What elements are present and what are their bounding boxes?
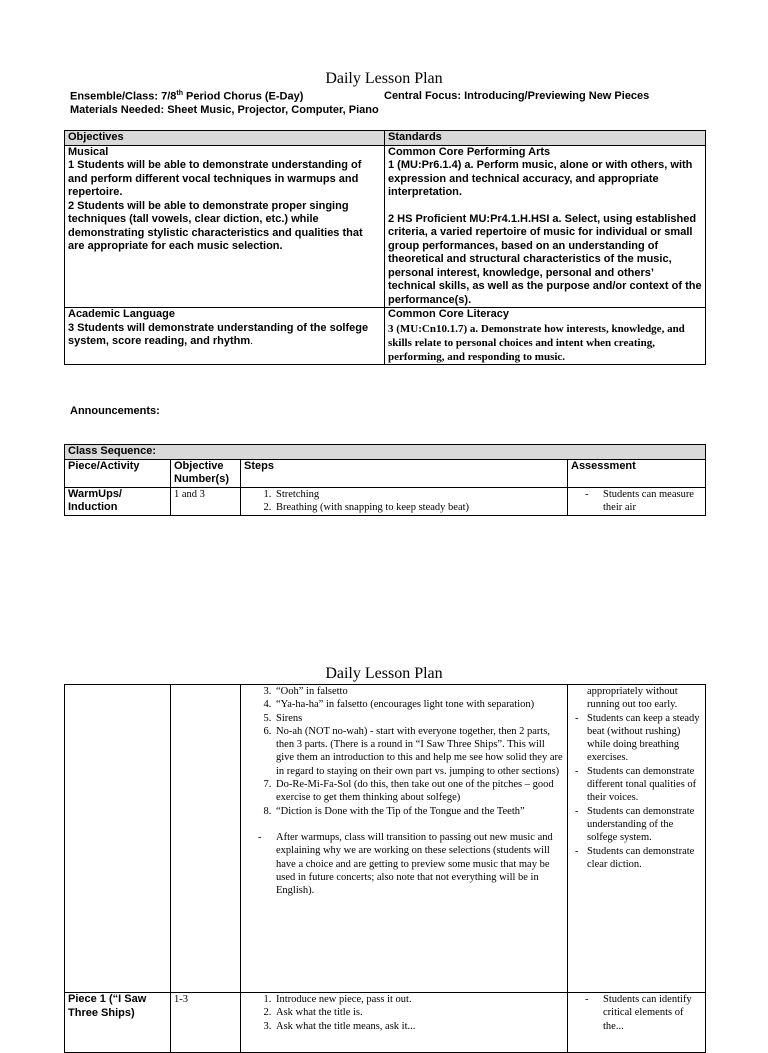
cc-performing-label: Common Core Performing Arts	[388, 145, 551, 158]
page-title: Daily Lesson Plan	[325, 70, 443, 87]
central-focus: Central Focus: Introducing/Previewing New Pieces	[384, 90, 650, 102]
performing-standards-cell	[385, 145, 706, 308]
list-item: 4. “Ya-ha-ha” in falsetto (encourages light tone with separation)	[274, 698, 564, 711]
list-item: - Students can demonstrate understanding of the solfege system.	[571, 805, 702, 845]
academic-label: Academic Language	[68, 308, 175, 320]
piece1-steps	[241, 993, 568, 1053]
col-assessment: Assessment	[568, 459, 706, 487]
piece1-name: Piece 1 (“I Saw Three Ships)	[65, 993, 171, 1053]
class-sequence-table-continued	[64, 684, 706, 1053]
continued-objective	[171, 685, 241, 993]
col-objective-numbers: Objective Number(s)	[171, 459, 241, 487]
class-sequence-header: Class Sequence:	[65, 445, 706, 460]
class-sequence-table	[64, 444, 706, 516]
cc-literacy-label: Common Core Literacy	[388, 308, 510, 320]
page-title-2: Daily Lesson Plan	[325, 665, 443, 682]
list-item: - Students can demonstrate different tonal qualities of their voices.	[571, 765, 702, 805]
standard-2: 2 HS Proficient MU:Pr4.1.H.HSI a. Select, using established criteria, a varied repertoire of music for individual or small group performances, based on an understanding of theoretical and structural characteristics of the music, personal interest, knowledge, personal and others’ technical skills, as well as the purpose and/or context of the performance(s).	[388, 212, 702, 306]
objective-3: 3 Students will demonstrate understanding of the solfege system, score reading, and rhythm.	[68, 321, 369, 347]
list-item: - Students can measure their air	[571, 488, 702, 515]
ensemble-class: Ensemble/Class: 7/8th Period Chorus (E-Day)	[70, 90, 304, 103]
standard-1: 1 (MU:Pr6.1.4) a. Perform music, alone or with others, with expression and technical accuracy, and appropriate interpretation.	[388, 159, 693, 198]
standard-3: 3 (MU:Cn10.1.7) a. Demonstrate how interests, knowledge, and skills relate to personal choices and intent when creating, performing, and responding to music.	[388, 322, 685, 363]
assessment-continued: appropriately without running out too early.	[587, 686, 678, 711]
list-item: 3. “Ooh” in falsetto	[274, 685, 564, 698]
list-item: 2. Breathing (with snapping to keep steady beat)	[274, 501, 564, 514]
objective-1: 1 Students will be able to demonstrate understanding of and perform different vocal techniques in warmups and repertoire.	[68, 159, 362, 198]
piece1-assessment	[568, 993, 706, 1053]
academic-language-cell	[65, 308, 385, 365]
col-steps: Steps	[241, 459, 568, 487]
objectives-standards-table	[64, 130, 706, 365]
list-item: - Students can identify critical elements of the...	[571, 993, 702, 1033]
warmups-piece: WarmUps/ Induction	[65, 487, 171, 515]
list-item: - Students can demonstrate clear diction.	[571, 845, 702, 872]
continued-assessment	[568, 685, 706, 993]
transition-note: - After warmups, class will transition to passing out new music and explaining why we are working on these selections (students will have a choice and are getting to preview some music that may be used in future concerts; also note that not everything will be in English).	[244, 831, 564, 897]
literacy-standards-cell	[385, 308, 706, 365]
list-item: 5. Sirens	[274, 712, 564, 725]
list-item: 6. No-ah (NOT no-wah) - start with everyone together, then 2 parts, then 3 parts. (There is a round in “I Saw Three Ships”. This will give them an introduction to this and help me see how solid they are in regard to staying on their own part vs. jumping to other sections)	[274, 725, 564, 778]
objectives-header: Objectives	[65, 131, 385, 146]
list-item: 1. Stretching	[274, 488, 564, 501]
list-item: 1. Introduce new piece, pass it out.	[274, 993, 564, 1006]
list-item: 8. “Diction is Done with the Tip of the Tongue and the Teeth”	[274, 805, 564, 818]
list-item: 2. Ask what the title is.	[274, 1006, 564, 1019]
list-item: - Students can keep a steady beat (without rushing) while doing breathing exercises.	[571, 712, 702, 765]
col-piece-activity: Piece/Activity	[65, 459, 171, 487]
continued-piece	[65, 685, 171, 993]
objective-2: 2 Students will be able to demonstrate proper singing techniques (tall vowels, clear diction, etc.) while demonstrating stylistic characteristics and qualities that are appropriate for each music selection.	[68, 199, 363, 252]
piece1-objective: 1-3	[171, 993, 241, 1053]
warmups-objective: 1 and 3	[171, 487, 241, 515]
list-item: 7. Do-Re-Mi-Fa-Sol (do this, then take out one of the pitches – good exercise to get them thinking about solfege)	[274, 778, 564, 805]
materials-needed: Materials Needed: Sheet Music, Projector, Computer, Piano	[70, 104, 379, 116]
musical-objectives-cell	[65, 145, 385, 308]
warmups-assessment	[568, 487, 706, 515]
continued-steps	[241, 685, 568, 993]
musical-label: Musical	[68, 145, 109, 158]
list-item: 3. Ask what the title means, ask it...	[274, 1020, 564, 1033]
warmups-steps	[241, 487, 568, 515]
standards-header: Standards	[385, 131, 706, 146]
announcements-label: Announcements:	[70, 405, 160, 417]
